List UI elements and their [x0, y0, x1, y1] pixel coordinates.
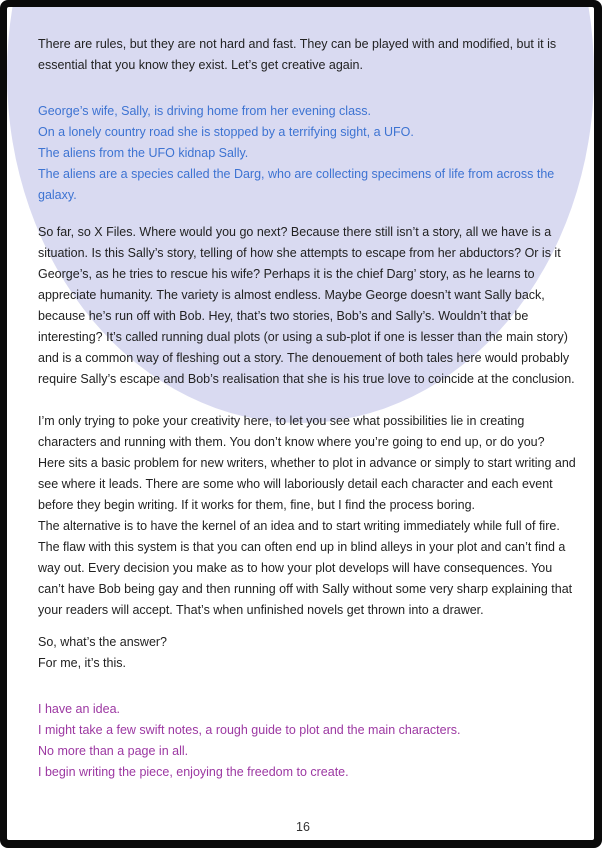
text-line: George’s, as he tries to rescue his wife? Perhaps it is the chief Darg’ story, as he learns to — [38, 267, 535, 281]
text-line: I begin writing the piece, enjoying the freedom to create. — [38, 765, 349, 779]
text-line: can’t have Bob being gay and then running off with Sally without some very sharp explaining that — [38, 582, 573, 596]
intro-paragraph — [38, 34, 568, 76]
analysis-paragraph — [38, 222, 575, 390]
text-line: essential that you know they exist. Let’s get creative again. — [38, 58, 363, 72]
text-line: The aliens from the UFO kidnap Sally. — [38, 146, 249, 160]
text-line: For me, it’s this. — [38, 656, 126, 670]
document-page — [7, 7, 594, 840]
page-content — [7, 7, 594, 840]
text-line: The flaw with this system is that you can often end up in blind alleys in your plot and can’t find a — [38, 540, 566, 554]
text-line: your readers will accept. That’s when unfinished novels get thrown into a drawer. — [38, 603, 484, 617]
text-line: The aliens are a species called the Darg, who are collecting specimens of life from across the — [38, 167, 555, 181]
text-line: see where it leads. There are some who will laboriously detail each character and each event — [38, 477, 553, 491]
answer-lines — [38, 632, 568, 674]
text-line: There are rules, but they are not hard and fast. They can be played with and modified, but it is — [38, 37, 557, 51]
text-line: So, what’s the answer? — [38, 635, 168, 649]
text-line: before they begin writing. If it works for them, fine, but I find the process boring. — [38, 498, 476, 512]
text-line: interesting? It’s called running dual plots (or using a sub-plot if one is lesser than the main story) — [38, 330, 568, 344]
text-line: On a lonely country road she is stopped by a terrifying sight, a UFO. — [38, 125, 414, 139]
text-line: So far, so X Files. Where would you go next? Because there still isn’t a story, all we have is a — [38, 225, 552, 239]
text-line: and is a common way of fleshing out a story. The denouement of both tales here would probably — [38, 351, 570, 365]
method-lines — [38, 699, 568, 783]
text-line: appreciate humanity. The variety is almost endless. Maybe George doesn’t want Sally back, — [38, 288, 545, 302]
text-line: characters and running with them. You don’t know where you’re going to end up, or do you? — [38, 435, 545, 449]
text-line: The alternative is to have the kernel of an idea and to start writing immediately while full of fire. — [38, 519, 560, 533]
text-line: No more than a page in all. — [38, 744, 189, 758]
story-premise-lines — [38, 101, 568, 206]
text-line: I have an idea. — [38, 702, 121, 716]
text-line: I might take a few swift notes, a rough guide to plot and the main characters. — [38, 723, 461, 737]
text-line: because he’s run off with Bob. Hey, that’s two stories, Bob’s and Sally’s. Wouldn’t that be — [38, 309, 529, 323]
text-line: I’m only trying to poke your creativity here, to let you see what possibilities lie in creating — [38, 414, 525, 428]
process-paragraph — [38, 411, 576, 621]
text-line: George’s wife, Sally, is driving home from her evening class. — [38, 104, 372, 118]
text-line: way out. Every decision you make as to how your plot develops will have consequences. You — [38, 561, 553, 575]
text-line: Here sits a basic problem for new writers, whether to plot in advance or simply to start writing and — [38, 456, 576, 470]
text-line: galaxy. — [38, 188, 77, 202]
text-line: require Sally’s escape and Bob’s realisation that she is his true love to coincide at the conclusion. — [38, 372, 575, 386]
text-line: situation. Is this Sally’s story, telling of how she attempts to escape from her abductors? Or is it — [38, 246, 561, 260]
page-number: 16 — [296, 820, 310, 834]
